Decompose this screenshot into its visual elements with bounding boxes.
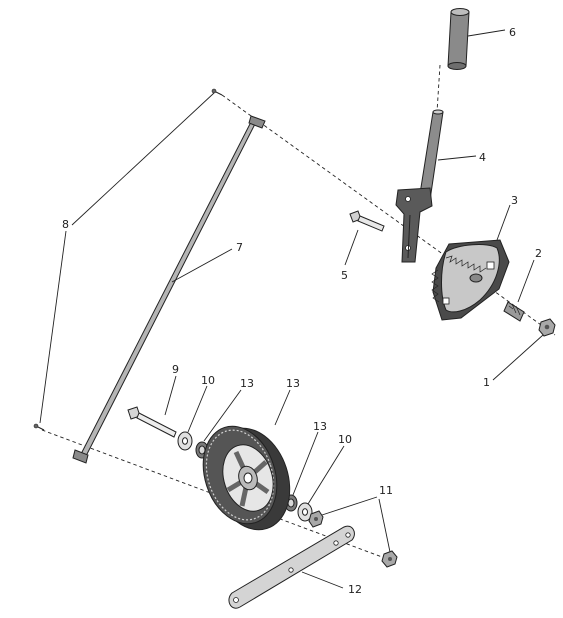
callout-11: 11 — [379, 484, 393, 497]
hex-nut-bracket — [382, 551, 397, 567]
callout-12: 12 — [348, 583, 362, 596]
wheel-bracket — [229, 526, 354, 608]
callout-10-left: 10 — [201, 374, 215, 387]
handle-tube — [396, 110, 443, 262]
handle-grip — [448, 9, 469, 70]
hex-nut-top — [539, 319, 555, 336]
assembly-centerlines — [42, 65, 555, 560]
callout-13-wheel: 13 — [286, 377, 300, 390]
callout-4: 4 — [479, 151, 486, 164]
callout-13-left: 13 — [240, 377, 254, 390]
wheel-bolt — [128, 407, 176, 437]
callout-2: 2 — [535, 247, 542, 260]
spring — [504, 302, 524, 321]
callout-5: 5 — [341, 269, 348, 282]
callout-3: 3 — [511, 194, 518, 207]
washer-left — [178, 432, 192, 450]
callout-7: 7 — [236, 241, 243, 254]
axle-rod — [73, 116, 265, 463]
callout-13-right: 13 — [313, 420, 327, 433]
callout-1: 1 — [483, 376, 490, 389]
hex-bolt — [350, 211, 384, 231]
callout-9: 9 — [172, 363, 179, 376]
callout-8: 8 — [62, 218, 69, 231]
callout-10-right: 10 — [338, 433, 352, 446]
callout-6: 6 — [509, 26, 516, 39]
cotter-pin-bottom — [34, 424, 44, 430]
height-adjuster-gear — [432, 240, 509, 320]
cotter-pin-top — [212, 89, 222, 95]
